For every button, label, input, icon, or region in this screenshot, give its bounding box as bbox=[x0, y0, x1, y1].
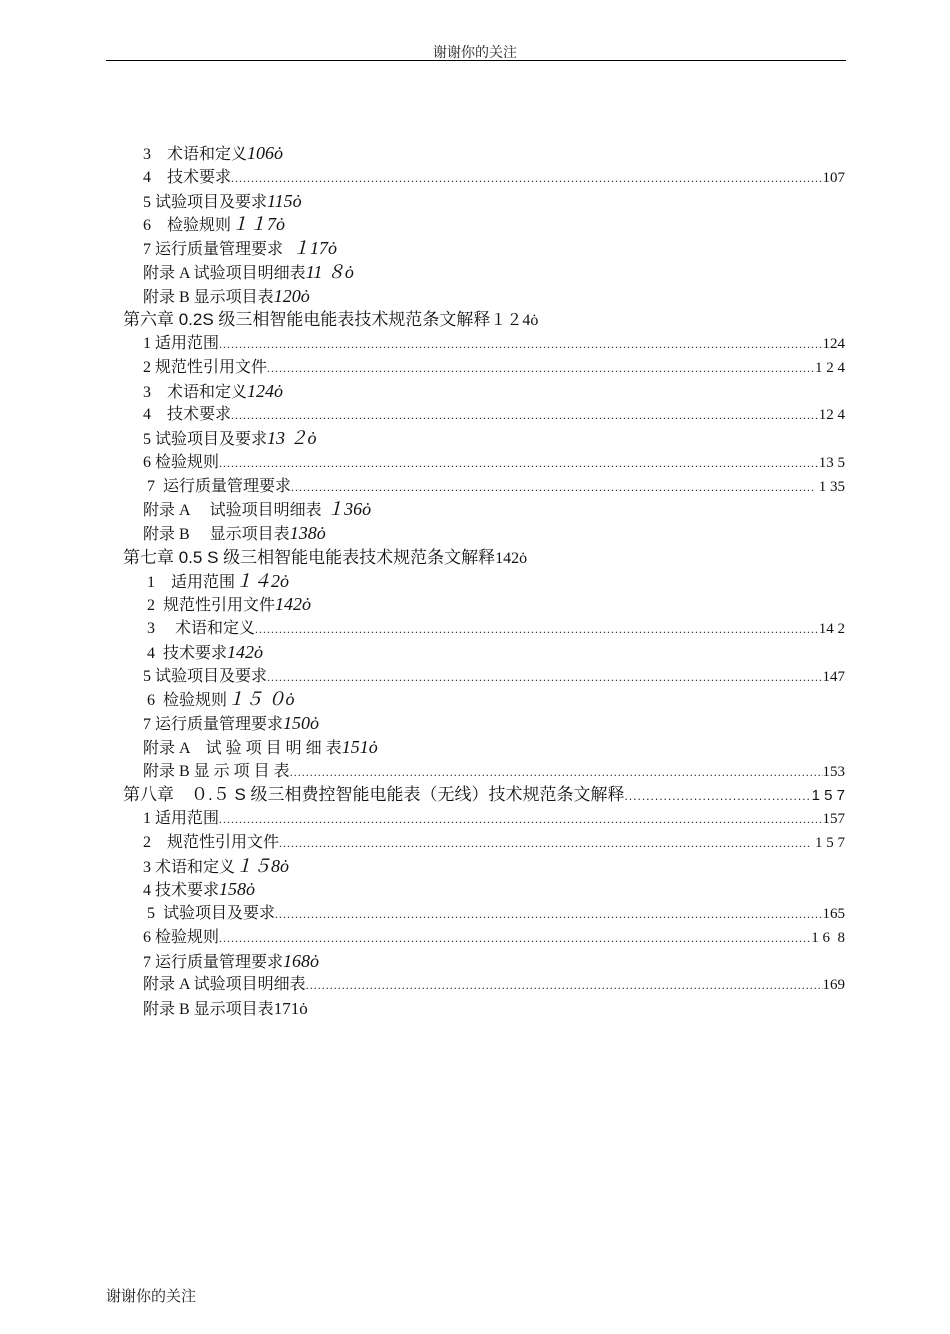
toc-page-number: 138ȯ bbox=[289, 523, 326, 543]
toc-entry-label: 3 术语和定义 bbox=[143, 383, 248, 401]
toc-page-number: 142ȯ bbox=[495, 549, 528, 567]
toc-page-number: 1 35 bbox=[815, 478, 845, 495]
toc-leader-dots bbox=[255, 618, 819, 642]
toc-page-number: 157 bbox=[822, 811, 845, 827]
toc-entry-label: 6 检验规则 bbox=[143, 453, 220, 471]
toc-leader-dots bbox=[219, 333, 822, 357]
toc-entry bbox=[123, 688, 845, 712]
toc-entry bbox=[123, 498, 845, 522]
toc-entry bbox=[123, 427, 845, 451]
toc-entry bbox=[123, 617, 845, 641]
toc-page-number: 150ȯ bbox=[283, 713, 320, 733]
toc-entry bbox=[123, 142, 845, 166]
toc-entry-label: 1 适用范围 bbox=[143, 573, 236, 591]
toc-leader-dots bbox=[267, 666, 822, 690]
toc-entry-label: 附录 A 试验项目明细表 bbox=[143, 976, 306, 994]
toc-entry bbox=[123, 475, 845, 499]
toc-entry-label: 附录 B 显示项目表 bbox=[143, 1001, 274, 1018]
toc-entry-label: 5 试验项目及要求 bbox=[143, 193, 268, 211]
toc-entry bbox=[123, 593, 845, 617]
toc-leader-dots bbox=[219, 808, 822, 832]
toc-entry bbox=[123, 166, 845, 190]
toc-page-number: １２4ȯ bbox=[490, 312, 539, 330]
toc-entry-label: 第七章 0.5 S 级三相智能电能表技术规范条文解释 bbox=[123, 547, 496, 567]
toc-leader-dots bbox=[625, 785, 812, 809]
toc-entry bbox=[123, 902, 845, 926]
toc-page-number: １36ȯ bbox=[321, 499, 372, 520]
toc-page-number: 1 6 8 bbox=[811, 929, 845, 946]
toc-page-number: 147 bbox=[822, 668, 845, 685]
toc-page-number: 153 bbox=[822, 763, 845, 780]
toc-page-number: １17ȯ bbox=[283, 238, 338, 258]
toc-entry bbox=[123, 380, 845, 404]
toc-page-number: 106ȯ bbox=[247, 143, 284, 163]
toc-leader-dots bbox=[279, 832, 811, 856]
toc-entry bbox=[123, 665, 845, 689]
toc-page-number: 171ȯ bbox=[273, 999, 308, 1018]
toc-page-number: 168ȯ bbox=[283, 950, 320, 971]
toc-chapter-entry bbox=[123, 308, 845, 332]
toc-leader-dots bbox=[231, 404, 819, 428]
toc-leader-dots bbox=[231, 167, 822, 191]
page-header: 谢谢你的关注 bbox=[433, 46, 517, 61]
toc-entry bbox=[123, 712, 845, 736]
toc-entry bbox=[123, 760, 845, 784]
toc-page-number: 1 5 7 bbox=[811, 834, 845, 851]
toc-entry bbox=[123, 285, 845, 309]
toc-leader-dots bbox=[275, 903, 822, 927]
header-divider bbox=[106, 60, 846, 61]
toc-entry bbox=[123, 451, 845, 475]
toc-entry-label: 附录 B 显示项目表 bbox=[143, 526, 290, 543]
toc-entry-label: 7 运行质量管理要求 bbox=[143, 716, 284, 733]
toc-leader-dots bbox=[267, 357, 815, 381]
toc-page-number: 158ȯ bbox=[219, 879, 256, 900]
table-of-contents bbox=[123, 142, 845, 1021]
toc-entry-label: 附录 A 试验项目明细表 bbox=[143, 502, 322, 520]
toc-entry-label: 7 运行质量管理要求 bbox=[143, 953, 284, 971]
toc-entry bbox=[123, 403, 845, 427]
toc-entry-label: 4 技术要求 bbox=[143, 406, 232, 424]
toc-page-number: １４2ȯ bbox=[235, 570, 290, 591]
toc-entry-label: 6 检验规则 bbox=[143, 928, 220, 946]
toc-entry bbox=[123, 997, 845, 1021]
toc-page-number: 151ȯ bbox=[341, 736, 378, 757]
toc-entry-label: 附录 B 显 示 项 目 表 bbox=[143, 762, 290, 780]
toc-entry bbox=[123, 926, 845, 950]
toc-page-number: 107 bbox=[822, 169, 845, 186]
toc-page-number: １５8ȯ bbox=[235, 855, 290, 876]
toc-page-number: 13 5 bbox=[818, 454, 845, 471]
toc-page-number: 169 bbox=[822, 977, 845, 994]
toc-entry bbox=[123, 237, 845, 261]
toc-entry-label: 3 术语和定义 bbox=[143, 146, 248, 163]
toc-page-number: 1 5 7 bbox=[811, 787, 845, 805]
toc-entry bbox=[123, 973, 845, 997]
toc-page-number: 12 4 bbox=[818, 407, 845, 424]
toc-entry-label: 2 规范性引用文件 bbox=[143, 358, 268, 376]
toc-page-number: 142ȯ bbox=[275, 594, 312, 615]
toc-leader-dots bbox=[219, 927, 811, 951]
toc-entry bbox=[123, 878, 845, 902]
toc-entry-label: 1 适用范围 bbox=[143, 335, 220, 352]
toc-entry bbox=[123, 570, 845, 594]
toc-entry-label: 5 试验项目及要求 bbox=[143, 905, 276, 922]
toc-entry bbox=[123, 641, 845, 665]
toc-page-number: 124 bbox=[822, 336, 845, 352]
toc-page-number: 165 bbox=[822, 906, 845, 922]
toc-entry bbox=[123, 807, 845, 831]
toc-leader-dots bbox=[219, 452, 819, 476]
toc-page-number: 14 2 bbox=[818, 621, 845, 637]
toc-page-number: 1 2 4 bbox=[815, 359, 845, 376]
toc-entry-label: 2 规范性引用文件 bbox=[143, 833, 280, 851]
toc-entry bbox=[123, 190, 845, 214]
toc-entry-label: 附录 B 显示项目表 bbox=[143, 288, 274, 306]
toc-entry-label: 5 试验项目及要求 bbox=[143, 431, 268, 448]
toc-page-number: 142ȯ bbox=[227, 641, 264, 662]
toc-entry bbox=[123, 522, 845, 546]
toc-entry-label: 4 技术要求 bbox=[143, 644, 228, 662]
toc-page-number: 13 ２ȯ bbox=[267, 428, 317, 448]
toc-leader-dots bbox=[291, 476, 815, 500]
toc-entry-label: 1 适用范围 bbox=[143, 810, 220, 827]
toc-entry-label: 5 试验项目及要求 bbox=[143, 667, 268, 685]
toc-leader-dots bbox=[306, 974, 823, 998]
toc-entry bbox=[123, 855, 845, 879]
toc-entry-label: 附录 A 试验项目明细表 bbox=[143, 264, 306, 282]
toc-entry-label: 第六章 0.2S 级三相智能电能表技术规范条文解释 bbox=[123, 310, 491, 330]
toc-entry bbox=[123, 356, 845, 380]
toc-entry-label: 6 检验规则 bbox=[143, 217, 232, 235]
toc-entry-label: 3 术语和定义 bbox=[143, 858, 236, 876]
toc-entry bbox=[123, 261, 845, 285]
toc-entry-label: 第八章 ０.５ S 级三相费控智能电能表（无线）技术规范条文解释 bbox=[123, 785, 625, 805]
toc-page-number: 11 ８ȯ bbox=[305, 261, 354, 282]
toc-page-number: １１7ȯ bbox=[231, 214, 286, 235]
toc-entry-label: 附录 A 试 验 项 目 明 细 表 bbox=[143, 739, 342, 757]
page-footer: 谢谢你的关注 bbox=[106, 1289, 197, 1305]
toc-entry bbox=[123, 736, 845, 760]
toc-entry-label: 3 术语和定义 bbox=[143, 620, 256, 637]
toc-entry bbox=[123, 831, 845, 855]
toc-entry-label: 2 规范性引用文件 bbox=[143, 597, 276, 615]
toc-entry-label: 6 检验规则 bbox=[143, 692, 228, 710]
toc-chapter-entry bbox=[123, 783, 845, 807]
toc-page-number: 124ȯ bbox=[247, 380, 284, 401]
toc-entry bbox=[123, 950, 845, 974]
toc-entry-label: 4 技术要求 bbox=[143, 882, 220, 900]
toc-entry bbox=[123, 213, 845, 237]
toc-page-number: 120ȯ bbox=[273, 285, 310, 306]
toc-leader-dots bbox=[290, 761, 823, 785]
toc-entry-label: 4 技术要求 bbox=[143, 168, 232, 186]
toc-entry-label: 7 运行质量管理要求 bbox=[143, 241, 284, 258]
toc-page-number: 115ȯ bbox=[267, 190, 302, 211]
toc-entry-label: 7 运行质量管理要求 bbox=[143, 477, 292, 495]
toc-page-number: １５ ０ȯ bbox=[227, 689, 295, 710]
toc-entry bbox=[123, 332, 845, 356]
toc-chapter-entry bbox=[123, 546, 845, 570]
